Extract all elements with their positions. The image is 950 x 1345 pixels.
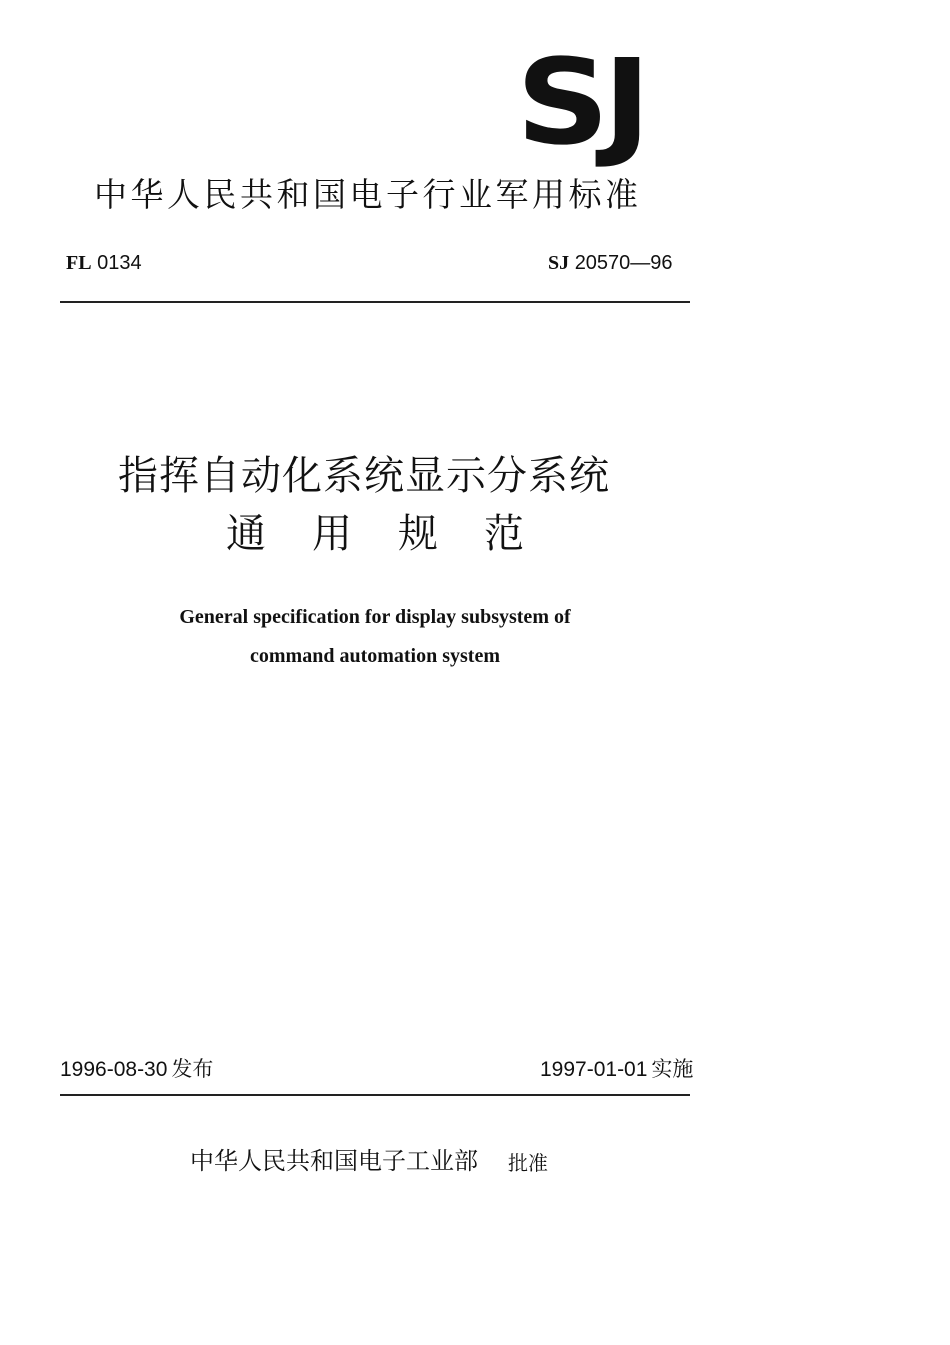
english-title-line2: command automation system	[250, 645, 500, 667]
sj-logo: SJ	[516, 33, 645, 171]
standard-category-title: 中华人民共和国电子行业军用标准	[94, 175, 642, 214]
bottom-divider	[60, 1094, 690, 1096]
effective-label: 实施	[651, 1057, 694, 1081]
english-title-line1: General specification for display subsystem of	[179, 606, 571, 628]
approve-label: 批准	[508, 1151, 548, 1175]
issue-date-block	[60, 1055, 213, 1084]
chinese-title-line1: 指挥自动化系统显示分系统	[118, 453, 610, 499]
standard-code	[548, 249, 673, 277]
chinese-title-line2: 通用规范	[226, 511, 570, 557]
classification-number: 0134	[97, 252, 142, 274]
approving-authority: 中华人民共和国电子工业部	[190, 1147, 478, 1175]
classification-prefix: FL	[66, 252, 92, 274]
standard-prefix: SJ	[548, 252, 570, 274]
issue-label: 发布	[171, 1057, 214, 1081]
issue-date: 1996-08-30	[60, 1058, 168, 1081]
effective-date-block	[540, 1055, 693, 1084]
standard-number: 20570—96	[574, 252, 673, 274]
top-divider	[60, 301, 690, 303]
classification-code	[66, 249, 142, 277]
effective-date: 1997-01-01	[540, 1058, 648, 1081]
